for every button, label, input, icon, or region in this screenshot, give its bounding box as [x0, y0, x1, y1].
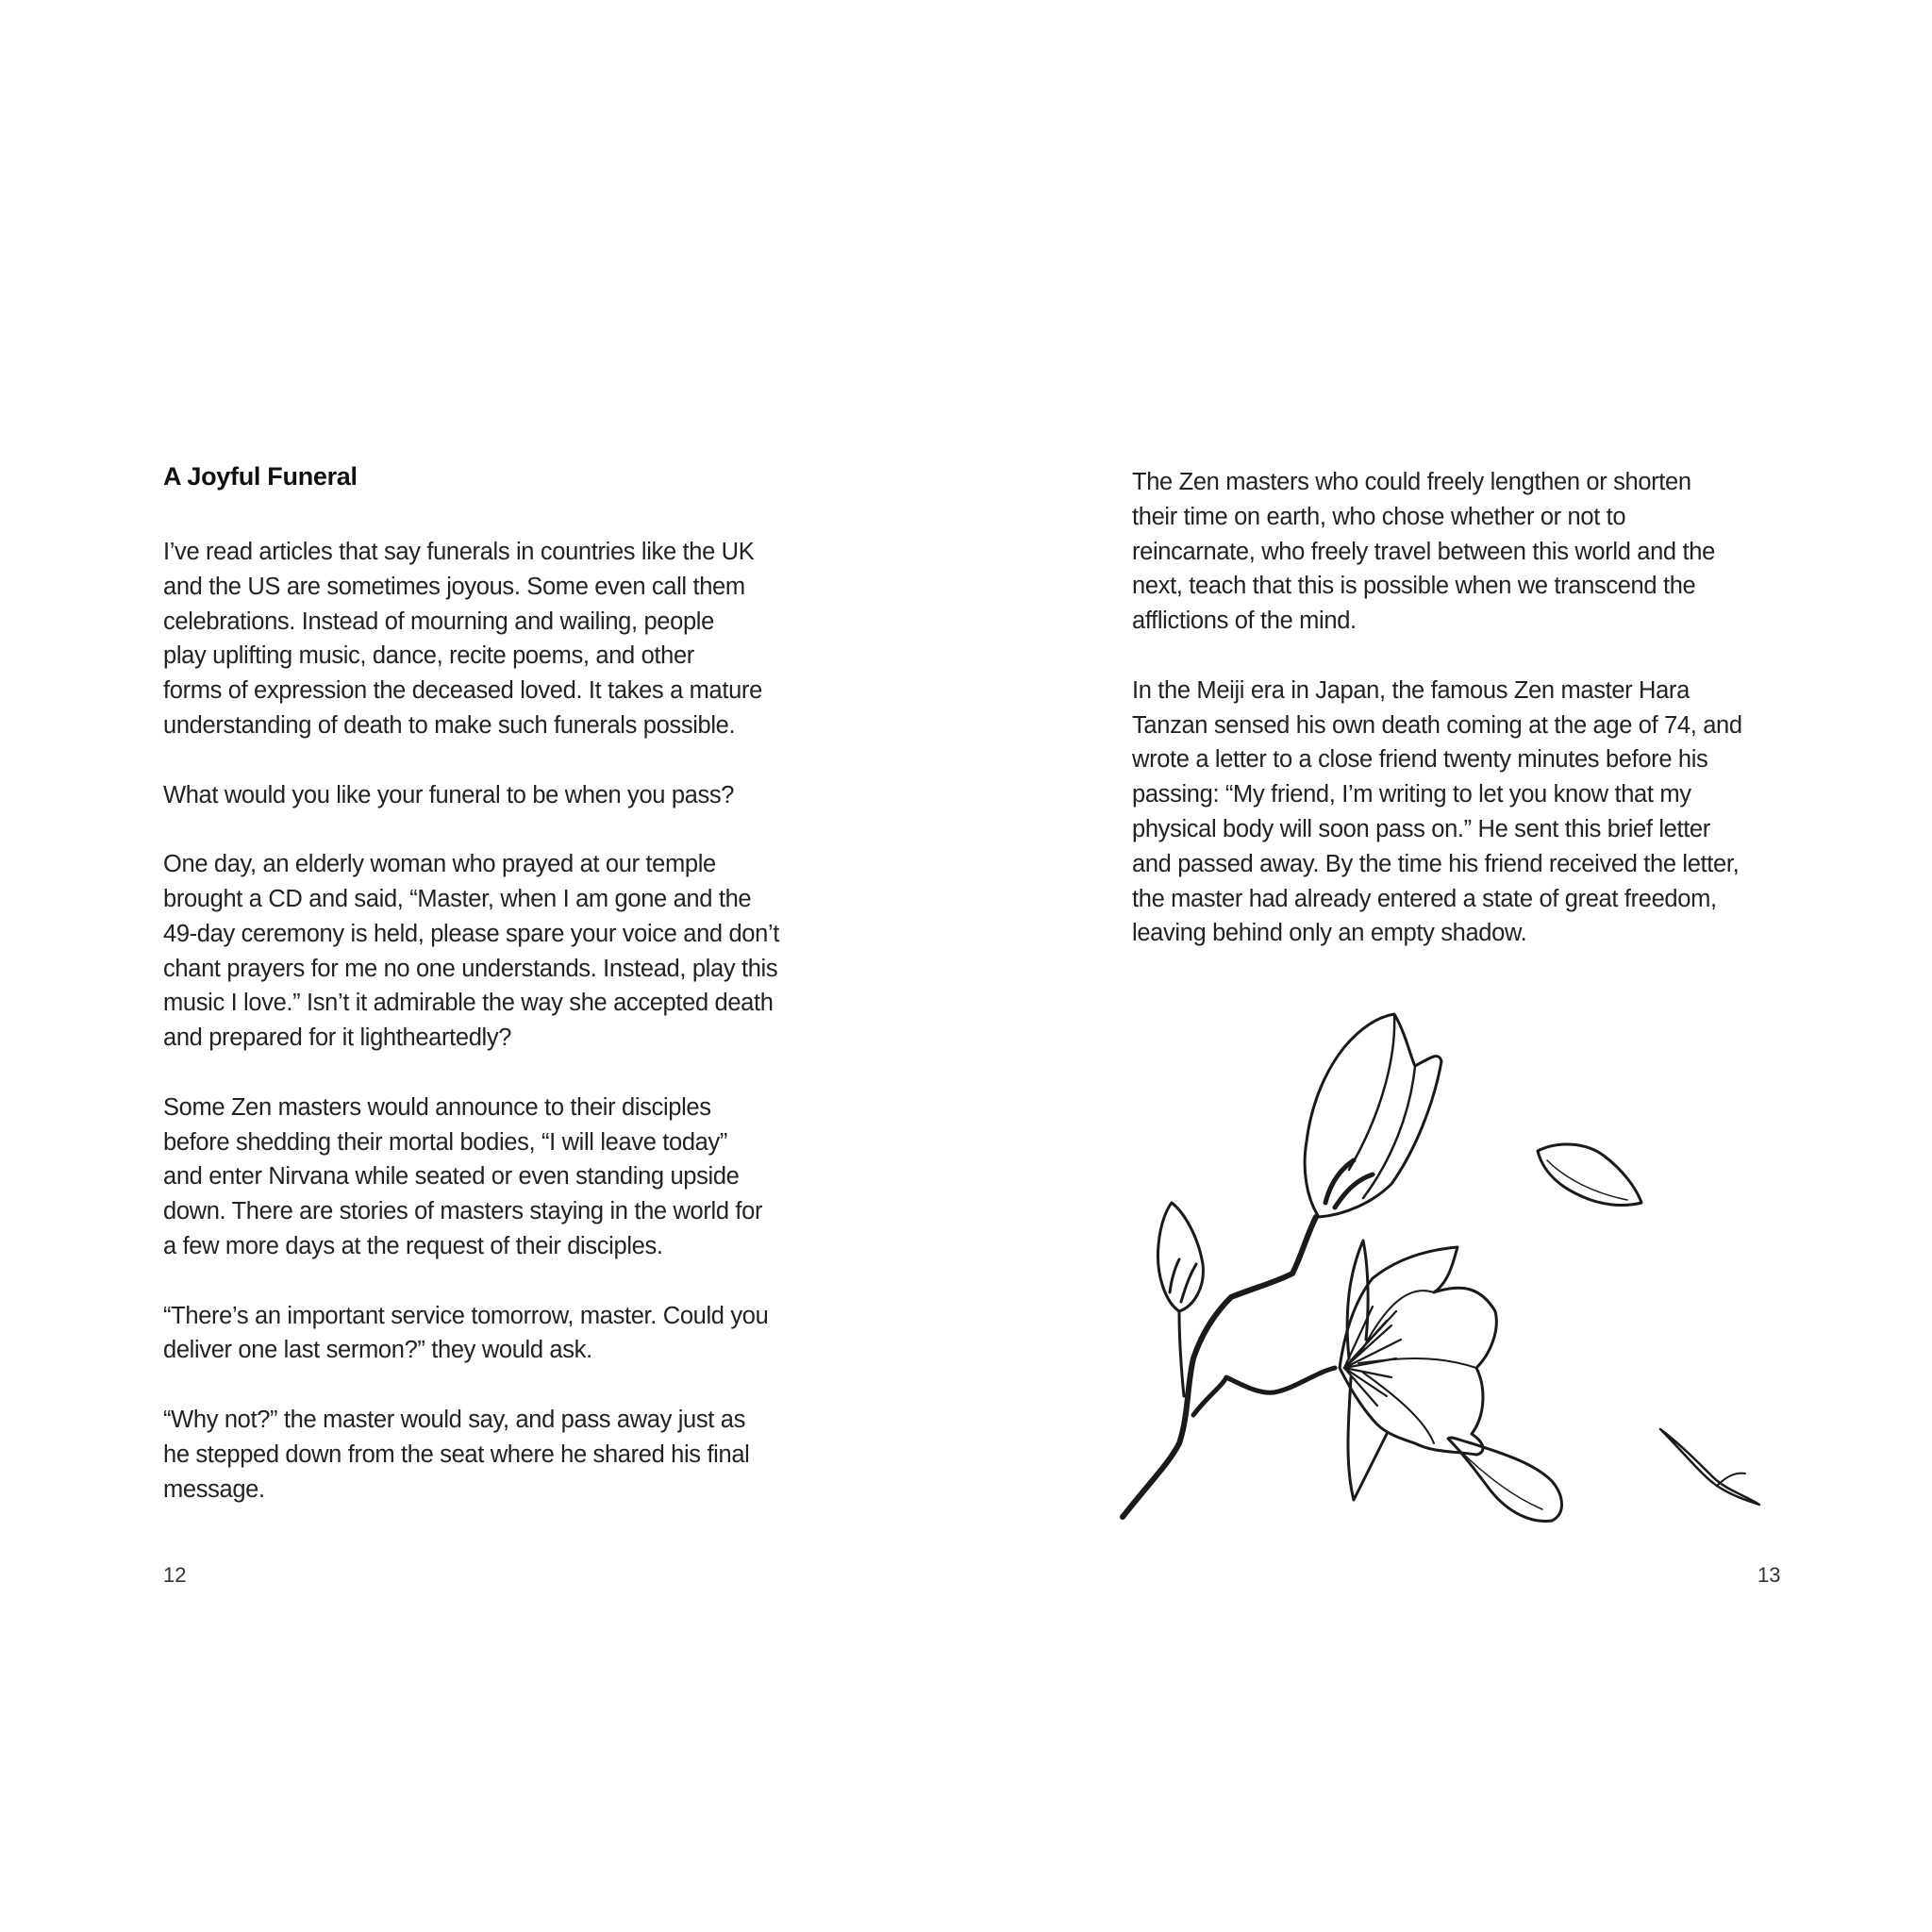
paragraph — [163, 1299, 824, 1369]
text-line: One day, an elderly woman who prayed at our temple — [163, 851, 716, 878]
paragraph — [1132, 674, 1792, 951]
text-line: I’ve read articles that say funerals in countries like the UK — [163, 539, 755, 565]
text-line: and enter Nirvana while seated or even standing upside — [163, 1163, 740, 1191]
page-number-left: 12 — [163, 1563, 187, 1587]
text-line: brought a CD and said, “Master, when I am gone and the — [163, 885, 752, 912]
text-line: chant prayers for me no one understands. Instead, play this — [163, 955, 778, 982]
text-line: message. — [163, 1475, 265, 1503]
paragraph — [163, 778, 824, 813]
text-line: and passed away. By the time his friend received the letter, — [1132, 850, 1740, 877]
text-line: afflictions of the mind. — [1132, 608, 1357, 635]
text-line: music I love.” Isn’t it admirable the way she accepted death — [163, 990, 774, 1017]
text-line: play uplifting music, dance, recite poems, and other — [163, 642, 694, 670]
text-line: wrote a letter to a close friend twenty minutes before his — [1132, 746, 1708, 774]
text-line: and prepared for it lightheartedly? — [163, 1024, 512, 1052]
text-line: What would you like your funeral to be when you pass? — [163, 781, 735, 808]
left-body-text — [163, 535, 824, 1507]
text-line: 49-day ceremony is held, please spare your voice and don’t — [163, 920, 780, 947]
text-line: reincarnate, who freely travel between this world and the — [1132, 538, 1715, 565]
paragraph — [163, 1403, 824, 1507]
text-line: forms of expression the deceased loved. It takes a mature — [163, 677, 762, 705]
magnolia-illustration — [1113, 1000, 1792, 1528]
text-line: Tanzan sensed his own death coming at the age of 74, and — [1132, 711, 1742, 739]
paragraph — [163, 535, 824, 743]
text-line: Some Zen masters would announce to their disciples — [163, 1093, 711, 1121]
text-line: the master had already entered a state of great freedom, — [1132, 885, 1717, 912]
paragraph — [163, 847, 824, 1056]
text-line: and the US are sometimes joyous. Some even call them — [163, 573, 745, 600]
paragraph — [1132, 465, 1792, 639]
section-heading: A Joyful Funeral — [163, 462, 358, 491]
text-line: next, teach that this is possible when we transcend the — [1132, 573, 1696, 600]
text-line: understanding of death to make such funerals possible. — [163, 711, 736, 739]
text-line: a few more days at the request of their disciples. — [163, 1232, 663, 1259]
text-line: leaving behind only an empty shadow. — [1132, 920, 1527, 947]
text-line: deliver one last sermon?” they would ask. — [163, 1337, 592, 1364]
text-line: he stepped down from the seat where he shared his final — [163, 1441, 750, 1468]
magnolia-branch-icon — [1113, 1000, 1792, 1528]
text-line: their time on earth, who chose whether or not to — [1132, 503, 1626, 530]
text-line: before shedding their mortal bodies, “I will leave today” — [163, 1128, 728, 1156]
text-line: down. There are stories of masters staying in the world for — [163, 1198, 763, 1225]
text-line: “Why not?” the master would say, and pass away just as — [163, 1406, 745, 1433]
text-line: passing: “My friend, I’m writing to let you know that my — [1132, 781, 1691, 808]
right-body-text — [1132, 465, 1792, 951]
text-line: physical body will soon pass on.” He sent this brief letter — [1132, 815, 1710, 842]
text-line: “There’s an important service tomorrow, master. Could you — [163, 1302, 769, 1329]
text-line: The Zen masters who could freely lengthen or shorten — [1132, 469, 1691, 495]
text-line: In the Meiji era in Japan, the famous Zen master Hara — [1132, 676, 1690, 704]
text-line: celebrations. Instead of mourning and wailing, people — [163, 608, 714, 635]
page-number-right: 13 — [1757, 1563, 1781, 1587]
right-page — [966, 0, 1932, 1932]
paragraph — [163, 1091, 824, 1264]
